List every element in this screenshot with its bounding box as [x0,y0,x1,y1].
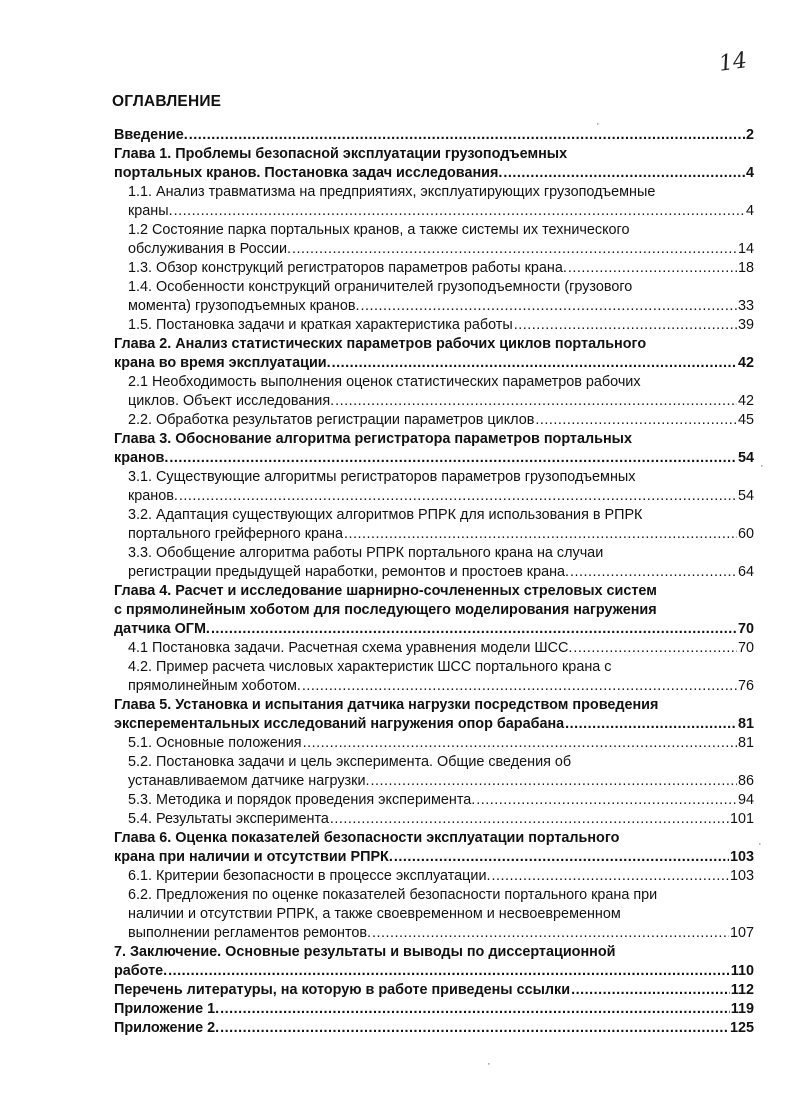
toc-entry-text: портального грейферного крана [128,526,343,542]
dot-leader [571,981,730,1000]
toc-chapter-entry [114,696,754,734]
dot-leader [514,316,737,335]
toc-section-entry [114,221,754,259]
dot-leader [344,525,737,544]
toc-page-number: 2 [745,127,754,143]
toc-entry-text: момента) грузоподъемных кранов. [128,298,360,314]
scan-speck: · [758,838,762,850]
dot-leader [394,848,729,867]
toc-page-number: 42 [737,355,754,371]
toc-entry-text: датчика ОГМ. [114,621,210,637]
handwritten-page-number: 14 [717,48,749,77]
toc-entry-text: 6.1. Критерии безопасности в процессе эксплуатации. [128,868,491,884]
toc-entry-text: 3.3. Обобщение алгоритма работы РПРК портального крана на случаи [128,545,604,561]
toc-entry-text: 5.1. Основные положения [128,735,302,751]
toc-section-entry [114,658,754,696]
toc-page-number: 110 [730,963,754,979]
dot-leader [361,297,737,316]
toc-entry-text: 3.1. Существующие алгоритмы регистраторов параметров грузоподъемных [128,469,636,485]
toc-page-number: 101 [729,811,754,827]
dot-leader [220,1000,730,1019]
toc-entry-text: 5.3. Методика и порядок проведения эксперимента. [128,792,476,808]
toc-section-entry [114,411,754,430]
toc-page-number: 70 [737,640,754,656]
dot-leader [335,392,737,411]
dot-leader [535,411,737,430]
toc-entry-text: 2.1 Необходимость выполнения оценок статистических параметров рабочих [128,374,641,390]
toc-entry-text: 1.5. Постановка задачи и краткая характеристика работы [128,317,513,333]
toc-page-number: 60 [737,526,754,542]
toc-page-number: 39 [737,317,754,333]
toc-entry-text: портальных кранов. Постановка задач исследования. [114,165,503,181]
toc-section-entry [114,886,754,943]
toc-entry-text: 4.2. Пример расчета числовых характеристик ШСС портального крана с [128,659,612,675]
toc-section-entry [114,278,754,316]
toc-entry-text: 1.3. Обзор конструкций регистраторов параметров работы крана. [128,260,567,276]
scan-speck: · [487,1058,491,1070]
dot-leader [302,677,737,696]
toc-page-number: 76 [737,678,754,694]
toc-entry-text: обслуживания в России. [128,241,292,257]
toc-chapter-entry [114,430,754,468]
scan-speck: · [760,460,764,472]
toc-entry-text: Глава 5. Установка и испытания датчика нагрузки посредством проведения [114,697,659,713]
toc-chapter-entry [114,1000,754,1019]
toc-entry-text: выполнении регламентов ремонтов. [128,925,372,941]
toc-section-entry [114,544,754,582]
toc-page-number: 94 [737,792,754,808]
toc-page-number: 45 [737,412,754,428]
dot-leader [292,240,737,259]
toc-chapter-entry [114,335,754,373]
toc-entry-text: 1.1. Анализ травматизма на предприятиях, эксплуатирующих грузоподъемные [128,184,656,200]
toc-entry-text: наличии и отсутствии РПРК, а также своевременном и несвоевременном [128,906,621,922]
dot-leader [330,810,729,829]
toc-entry-text: 4.1 Постановка задачи. Расчетная схема уравнения модели ШСС. [128,640,573,656]
toc-section-entry [114,259,754,278]
dot-leader [565,715,737,734]
toc-entry-text: Глава 1. Проблемы безопасной эксплуатации грузоподъемных [114,146,568,162]
toc-entry-text: Глава 4. Расчет и исследование шарнирно-сочлененных стреловых систем [114,583,657,599]
toc-section-entry [114,316,754,335]
toc-section-entry [114,753,754,791]
toc-page-number: 14 [737,241,754,257]
toc-entry-text: 3.2. Адаптация существующих алгоритмов РПРК для использования в РПРК [128,507,643,523]
toc-page-number: 119 [730,1001,754,1017]
toc-page-number: 4 [745,165,754,181]
dot-leader [189,126,745,145]
toc-entry-text: кранов. [128,488,178,504]
toc-entry-text: Перечень литературы, на которую в работе приведены ссылки [114,982,571,998]
toc-entry-text: Введение. [114,127,188,143]
toc-page-number: 81 [737,735,754,751]
toc-chapter-entry [114,126,754,145]
dot-leader [168,962,730,981]
dot-leader [503,164,745,183]
toc-entry-text: 1.4. Особенности конструкций ограничителей грузоподъемности (грузового [128,279,633,295]
toc-entry-text: работе. [114,963,168,979]
dot-leader [211,620,737,639]
toc-page-number: 81 [737,716,754,732]
dot-leader [169,449,737,468]
toc-entry-text: Глава 2. Анализ статистических параметров рабочих циклов портального [114,336,647,352]
toc-page-number: 18 [737,260,754,276]
toc-section-entry [114,506,754,544]
toc-page-number: 103 [729,849,754,865]
dot-leader [303,734,737,753]
toc-page-number: 103 [729,868,754,884]
toc-page-number: 54 [737,488,754,504]
toc-section-entry [114,373,754,411]
toc-entry-text: устанавливаемом датчике нагрузки. [128,773,370,789]
toc-entry-text: Приложение 1. [114,1001,220,1017]
dot-leader [568,259,737,278]
toc-section-entry [114,867,754,886]
toc-entry-text: 5.2. Постановка задачи и цель эксперимента. Общие сведения об [128,754,572,770]
toc-title: ОГЛАВЛЕНИЕ [112,93,222,110]
toc-page-number: 86 [737,773,754,789]
toc-entry-text: циклов. Объект исследования. [128,393,335,409]
toc-chapter-entry [114,943,754,981]
toc-section-entry [114,734,754,753]
toc-page-number: 107 [729,925,754,941]
toc-section-entry [114,639,754,658]
toc-entry-text: Глава 3. Обоснование алгоритма регистратора параметров портальных [114,431,632,447]
toc-chapter-entry [114,1019,754,1038]
toc-entry-text: эксперементальных исследований нагружения опор барабана [114,716,565,732]
dot-leader [332,354,737,373]
toc-entry-text: 1.2 Состояние парка портальных кранов, а также системы их технического [128,222,630,238]
toc-section-entry [114,183,754,221]
dot-leader [179,487,737,506]
toc-entry-text: Приложение 2. [114,1020,220,1036]
toc-chapter-entry [114,145,754,183]
toc-entry-text: крана во время эксплуатации. [114,355,331,371]
dot-leader [370,772,737,791]
dot-leader [491,867,729,886]
toc-page-number: 33 [737,298,754,314]
table-of-contents [114,126,754,1038]
toc-entry-text: 2.2. Обработка результатов регистрации параметров циклов [128,412,535,428]
dot-leader [372,924,729,943]
toc-page-number: 125 [729,1020,754,1036]
toc-page-number: 112 [730,982,754,998]
toc-page-number: 42 [737,393,754,409]
dot-leader [174,202,745,221]
toc-section-entry [114,810,754,829]
toc-entry-text: с прямолинейным хоботом для последующего моделирования нагружения [114,602,657,618]
toc-entry-text: 6.2. Предложения по оценке показателей безопасности портального крана при [128,887,658,903]
toc-entry-text: кранов. [114,450,169,466]
toc-page-number: 64 [737,564,754,580]
scan-speck: · [596,118,600,130]
dot-leader [570,563,737,582]
toc-entry-text: Глава 6. Оценка показателей безопасности эксплуатации портального [114,830,620,846]
toc-entry-text: 7. Заключение. Основные результаты и выводы по диссертационной [114,944,616,960]
toc-entry-text: прямолинейным хоботом. [128,678,301,694]
toc-entry-text: краны. [128,203,173,219]
toc-chapter-entry [114,582,754,639]
toc-chapter-entry [114,981,754,1000]
toc-entry-text: крана при наличии и отсутствии РПРК. [114,849,393,865]
dot-leader [476,791,737,810]
toc-page-number: 70 [737,621,754,637]
toc-chapter-entry [114,829,754,867]
dot-leader [573,639,737,658]
toc-entry-text: 5.4. Результаты эксперимента [128,811,329,827]
toc-section-entry [114,468,754,506]
toc-section-entry [114,791,754,810]
dot-leader [220,1019,729,1038]
toc-page-number: 4 [745,203,754,219]
toc-page-number: 54 [737,450,754,466]
toc-entry-text: регистрации предыдущей наработки, ремонтов и простоев крана. [128,564,570,580]
